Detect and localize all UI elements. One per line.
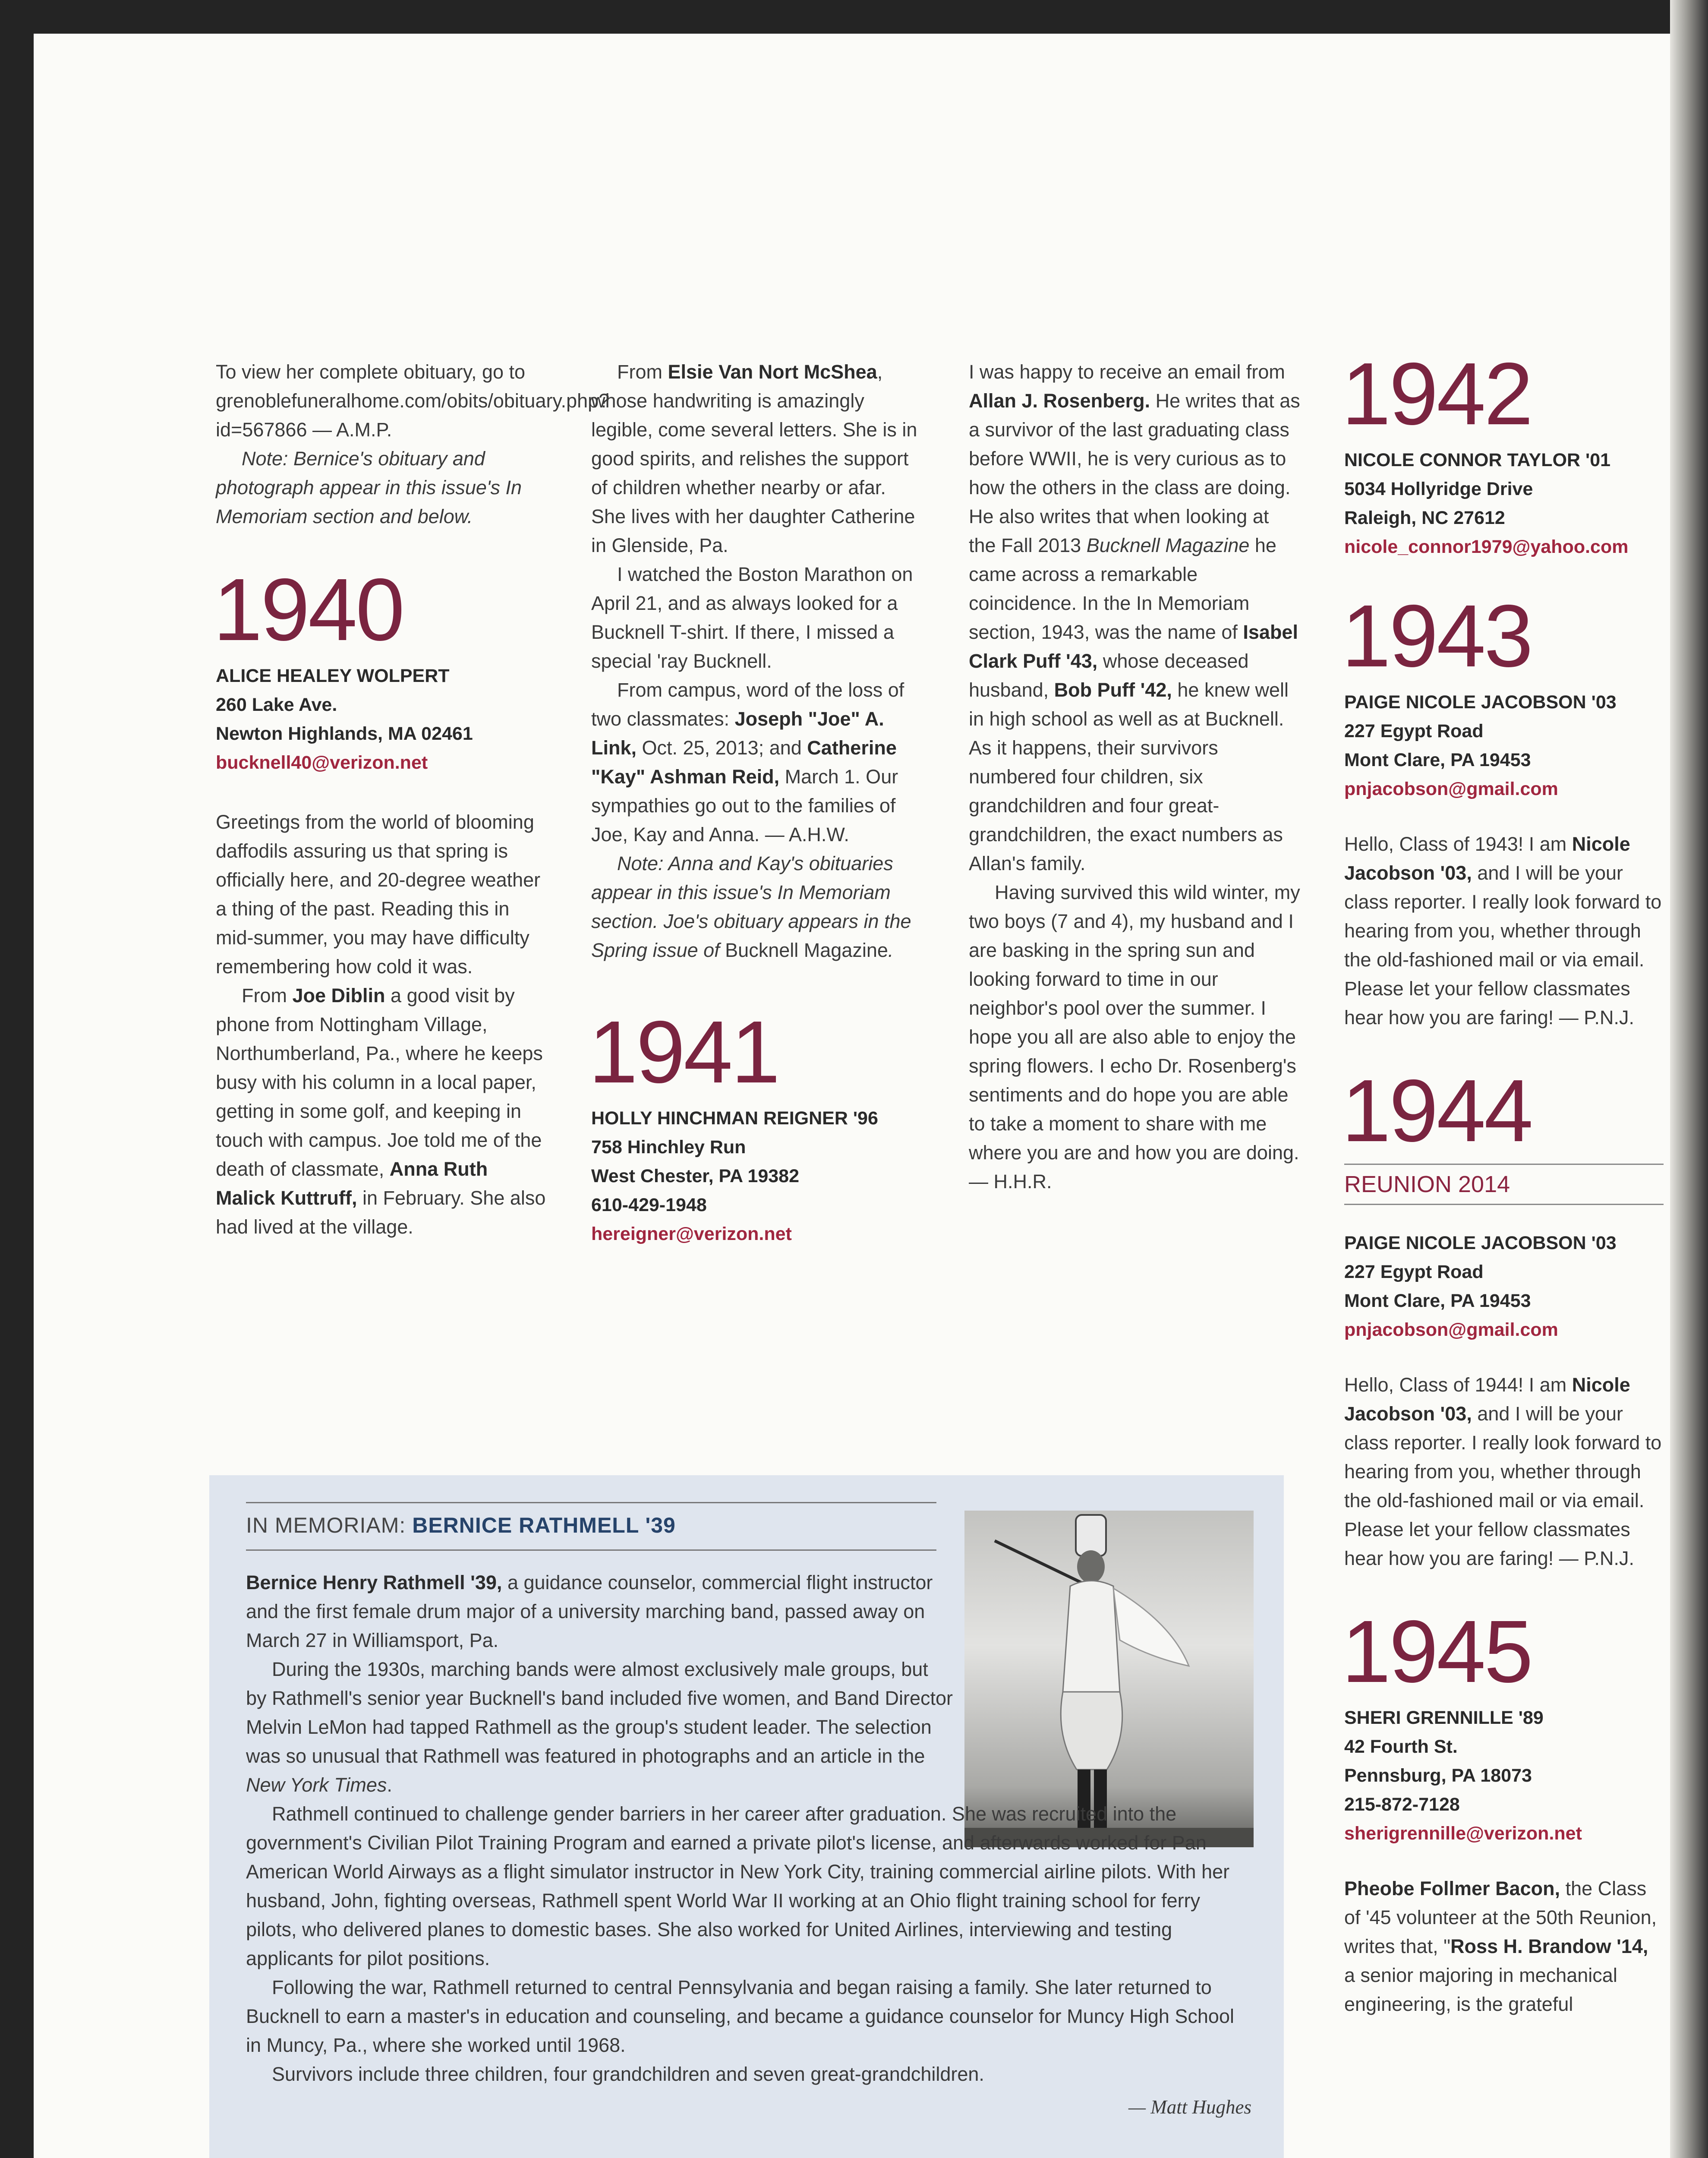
reunion-label: REUNION 2014 [1344,1171,1510,1197]
reporter-phone: 215-872-7128 [1344,1794,1460,1815]
class-note-paragraph: Hello, Class of 1944! I am Nicole Jacobson '03, and I will be your class reporter. I really look forward to hearing from you, whether through the old-fashioned mail or via email. Please let your fellow classmates hear how you are faring! — P.N.J. [1344,1374,1662,1569]
obituary-note: Note: Bernice's obituary and photograph appear in this issue's In Memoriam section and below. [216,448,522,527]
class-note-paragraph: Having survived this wild winter, my two boys (7 and 4), my husband and I are basking in the spring sun and looking forward to time in our neighbor's pool over the summer. I hope you all are also able to enjoy the spring flowers. I echo Dr. Rosenberg's sentiments and do hope you are able to take a moment to share with me where you are and how you are doing. — H.H.R. [969,881,1300,1193]
class-note-paragraph: Greetings from the world of blooming daffodils assuring us that spring is officially here, and 20-degree weather a thing of the past. Reading this in mid-summer, you may have difficulty remembering how cold it was. [216,811,541,978]
class-reporter-1943 [1344,688,1664,804]
memoriam-paragraph: Bernice Henry Rathmell '39, a guidance counselor, commercial flight instructor and the first female drum major of a university marching band, passed away on March 27 in Williamsport, Pa. [246,1571,933,1651]
reporter-name: HOLLY HINCHMAN REIGNER '96 [591,1108,878,1129]
reporter-name: PAIGE NICOLE JACOBSON '03 [1344,1233,1617,1253]
reporter-street: 758 Hinchley Run [591,1137,746,1158]
class-note-paragraph: From campus, word of the loss of two classmates: Joseph "Joe" A. Link, Oct. 25, 2013; and Catherine "Kay" Ashman Reid, March 1. Our sympathies go out to the families of Joe, Kay and Anna. — A.H.W. [591,679,904,846]
memoriam-paragraph: Survivors include three children, four grandchildren and seven great-grandchildren. [272,2063,984,2085]
memoriam-paragraph: During the 1930s, marching bands were almost exclusively male groups, but by Rathmell's senior year Bucknell's band included five women, and Band Director Melvin LeMon had tapped Rathmell as the group's student leader. The selection was so unusual that Rathmell was featured in photographs and an article in the New York Times. [246,1658,953,1796]
column-3 [969,357,1301,1196]
page-gutter-shadow [1670,0,1708,2158]
reporter-city: Mont Clare, PA 19453 [1344,750,1531,770]
class-note-paragraph: Pheobe Follmer Bacon, the Class of '45 volunteer at the 50th Reunion, writes that, "Ross H. Brandow '14, a senior majoring in mechanical engineering, is the grateful [1344,1877,1657,2015]
year-heading-1942: 1942 [1342,344,1532,443]
reporter-city: West Chester, PA 19382 [591,1166,800,1186]
column-4 [1342,344,1664,2019]
reporter-email-link[interactable]: bucknell40@verizon.net [216,752,428,773]
reporter-city: Raleigh, NC 27612 [1344,508,1505,528]
reporter-street: 42 Fourth St. [1344,1736,1458,1757]
class-note-paragraph: Hello, Class of 1943! I am Nicole Jacobson '03, and I will be your class reporter. I really look forward to hearing from you, whether through the old-fashioned mail or via email. Please let your fellow classmates hear how you are faring! — P.N.J. [1344,833,1662,1029]
reporter-street: 5034 Hollyridge Drive [1344,479,1533,499]
reporter-name: ALICE HEALEY WOLPERT [216,666,450,686]
in-memoriam-title: IN MEMORIAM: BERNICE RATHMELL '39 [246,1502,936,1551]
reporter-name: SHERI GRENNILLE '89 [1344,1707,1544,1728]
memoriam-paragraph: Following the war, Rathmell returned to central Pennsylvania and began raising a family. She later returned to Bucknell to earn a master's in education and counseling, and became a guidance counselor for Muncy High School in Muncy, Pa., where she worked until 1968. [246,1976,1234,2056]
reporter-phone: 610-429-1948 [591,1195,707,1215]
class-reporter-1941 [591,1104,919,1249]
year-heading-1943: 1943 [1342,587,1532,685]
class-note-paragraph: From Elsie Van Nort McShea, whose handwriting is amazingly legible, come several letters. She is in good spirits, and relishes the support of children whether nearby or afar. She lives with her daughter Catherine in Glenside, Pa. [591,361,917,556]
obituary-link-text: To view her complete obituary, go to grenoblefuneralhome.com/obits/obituary.php?id=567866 — A.M.P. [216,361,610,441]
reporter-street: 227 Egypt Road [1344,1262,1484,1282]
reporter-city: Pennsburg, PA 18073 [1344,1765,1532,1786]
reporter-city: Newton Highlands, MA 02461 [216,723,473,744]
class-reporter-1940 [216,662,548,777]
class-note-paragraph: I was happy to receive an email from Allan J. Rosenberg. He writes that as a survivor of the last graduating class before WWII, he is very curious as to how the others in the class are doing. He also writes that when looking at the Fall 2013 Bucknell Magazine he came across a remarkable coincidence. In the In Memoriam section, 1943, was the name of Isabel Clark Puff '43, whose deceased husband, Bob Puff '42, he knew well in high school as well as at Bucknell. As it happens, their survivors numbered four children, six grandchildren and four great-grandchildren, the exact numbers as Allan's family. [969,361,1300,874]
author-signature: — Matt Hughes [1128,2096,1251,2118]
class-note-paragraph: I watched the Boston Marathon on April 21, and as always looked for a Bucknell T-shirt. If there, I missed a special 'ray Bucknell. [591,563,913,672]
year-heading-1940: 1940 [213,560,403,659]
reporter-email-link[interactable]: pnjacobson@gmail.com [1344,779,1558,799]
column-2 [591,357,919,1249]
class-reporter-1942 [1344,446,1664,562]
reporter-name: NICOLE CONNOR TAYLOR '01 [1344,450,1611,470]
memoriam-paragraph: Rathmell continued to challenge gender barriers in her career after graduation. She was recruited into the government's Civilian Pilot Training Program and earned a private pilot's license, and afterwards worked for Pan American World Airways as a flight simulator instructor in New York City, training commercial airline pilots. With her husband, John, fighting overseas, Rathmell spent World War II working at an Ohio flight training school for ferry pilots, who delivered planes to domestic bases. She also worked for United Airlines, interviewing and testing applicants for pilot positions. [246,1803,1230,1969]
column-1 [213,357,610,1241]
reporter-street: 260 Lake Ave. [216,694,337,715]
reporter-email-link[interactable]: hereigner@verizon.net [591,1224,792,1244]
in-memoriam-article [246,1502,1251,2122]
reporter-city: Mont Clare, PA 19453 [1344,1290,1531,1311]
year-heading-1944: 1944 [1342,1061,1532,1160]
year-heading-1945: 1945 [1342,1602,1532,1701]
year-heading-1941: 1941 [589,1003,779,1101]
obituary-note: Note: Anna and Kay's obituaries appear in this issue's In Memoriam section. Joe's obituary appears in the Spring issue of Bucknell Magazine. [591,852,911,961]
reporter-street: 227 Egypt Road [1344,721,1484,741]
divider [1344,1204,1664,1205]
reporter-email-link[interactable]: sherigrennille@verizon.net [1344,1823,1582,1844]
reporter-name: PAIGE NICOLE JACOBSON '03 [1344,692,1617,713]
class-reporter-1945 [1344,1704,1664,1848]
reporter-email-link[interactable]: nicole_connor1979@yahoo.com [1344,536,1629,557]
class-note-paragraph: From Joe Diblin a good visit by phone from Nottingham Village, Northumberland, Pa., where he keeps busy with his column in a local paper, getting in some golf, and keeping in touch with campus. Joe told me of the death of classmate, Anna Ruth Malick Kuttruff, in February. She also had lived at the village. [216,984,546,1238]
class-reporter-1944 [1344,1229,1664,1344]
reporter-email-link[interactable]: pnjacobson@gmail.com [1344,1319,1558,1340]
